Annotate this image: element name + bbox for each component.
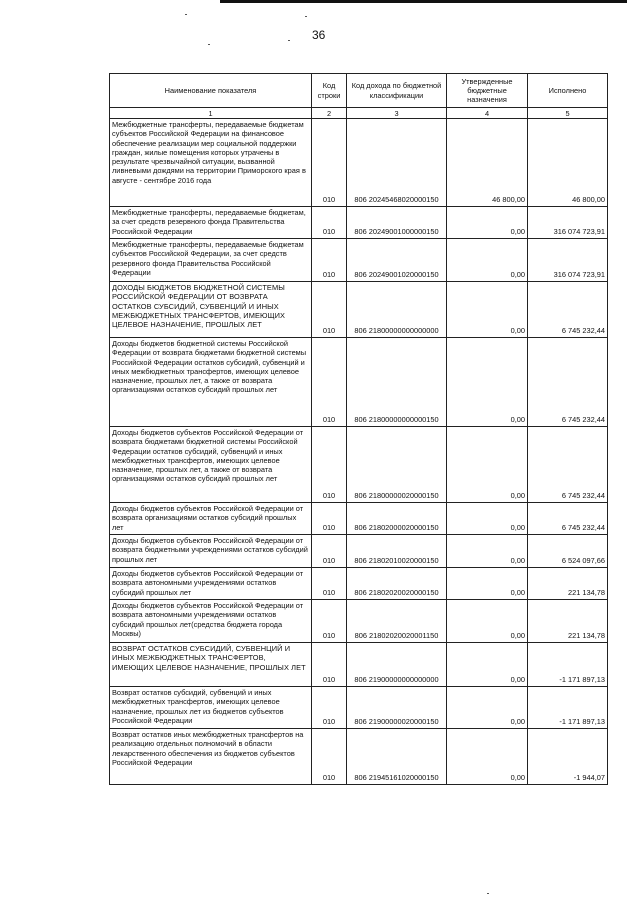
col-header-kbk: Код дохода по бюджетной классификации — [347, 74, 447, 108]
row-code: 010 — [312, 282, 347, 338]
scan-speck — [288, 40, 290, 41]
table-row — [110, 687, 608, 729]
scan-speck — [185, 14, 187, 15]
row-name: Доходы бюджетов субъектов Российской Федерации от возврата автономными учреждениями остатков субсидий прошлых лет — [110, 568, 312, 600]
row-code: 010 — [312, 119, 347, 207]
row-name: Межбюджетные трансферты, передаваемые бюджетам субъектов Российской Федерации на финансовое обеспечение реализации мер социальной поддержки граждан, жилые помещения которых утрачены в результате чрезвычайной ситуации, вызванной ливневыми дождями на территории Приморского края в августе - сентябре 2016 года — [110, 119, 312, 207]
table-row — [110, 207, 608, 239]
row-exec: 6 524 097,66 — [528, 535, 608, 568]
row-name: Доходы бюджетов субъектов Российской Федерации от возврата бюджетными учреждениями остатков субсидий прошлых лет — [110, 535, 312, 568]
top-border-line — [220, 0, 627, 3]
row-code: 010 — [312, 643, 347, 687]
table-row — [110, 503, 608, 535]
row-kbk: 806 21802000020000150 — [347, 503, 447, 535]
table-header-row — [110, 74, 608, 108]
income-table — [109, 73, 608, 785]
row-kbk: 806 21900000020000150 — [347, 687, 447, 729]
scan-speck — [208, 44, 210, 45]
page-number: 36 — [312, 28, 326, 42]
column-number: 4 — [447, 108, 528, 119]
row-code: 010 — [312, 427, 347, 503]
row-plan: 0,00 — [447, 503, 528, 535]
table-row — [110, 119, 608, 207]
row-code: 010 — [312, 568, 347, 600]
row-exec: 6 745 232,44 — [528, 282, 608, 338]
column-number-row — [110, 108, 608, 119]
row-kbk: 806 21802010020000150 — [347, 535, 447, 568]
col-header-plan: Утвержденные бюджетные назначения — [447, 74, 528, 108]
row-plan: 46 800,00 — [447, 119, 528, 207]
row-plan: 0,00 — [447, 427, 528, 503]
row-plan: 0,00 — [447, 207, 528, 239]
row-kbk: 806 20245468020000150 — [347, 119, 447, 207]
row-name: Возврат остатков субсидий, субвенций и иных межбюджетных трансфертов, имеющих целевое назначение, прошлых лет из бюджетов субъектов Российской Федерации — [110, 687, 312, 729]
row-plan: 0,00 — [447, 239, 528, 282]
scan-speck — [487, 893, 489, 894]
table-row — [110, 643, 608, 687]
col-header-name: Наименование показателя — [110, 74, 312, 108]
row-exec: 6 745 232,44 — [528, 503, 608, 535]
table-row — [110, 282, 608, 338]
row-kbk: 806 21800000020000150 — [347, 427, 447, 503]
row-exec: 46 800,00 — [528, 119, 608, 207]
table-row — [110, 338, 608, 427]
table-row — [110, 535, 608, 568]
table-row — [110, 568, 608, 600]
row-exec: -1 171 897,13 — [528, 687, 608, 729]
row-plan: 0,00 — [447, 535, 528, 568]
col-header-code: Код строки — [312, 74, 347, 108]
row-name: Доходы бюджетов субъектов Российской Федерации от возврата автономными учреждениями остатков субсидий прошлых лет(средства бюджета города Москвы) — [110, 600, 312, 643]
row-name: Доходы бюджетов бюджетной системы Российской Федерации от возврата бюджетами бюджетной системы Российской Федерации остатков субсидий, субвенций и иных межбюджетных трансфертов, имеющих целевое назначение, прошлых лет, а также от возврата организациями остатков субсидий прошлых лет — [110, 338, 312, 427]
row-plan: 0,00 — [447, 568, 528, 600]
row-name: Возврат остатков иных межбюджетных трансфертов на реализацию отдельных полномочий в области лекарственного обеспечения из бюджетов субъектов Российской Федерации — [110, 729, 312, 785]
row-plan: 0,00 — [447, 687, 528, 729]
row-code: 010 — [312, 729, 347, 785]
row-exec: -1 171 897,13 — [528, 643, 608, 687]
row-kbk: 806 21800000000000000 — [347, 282, 447, 338]
row-exec: -1 944,07 — [528, 729, 608, 785]
column-number: 5 — [528, 108, 608, 119]
scan-speck — [305, 16, 307, 17]
row-kbk: 806 21900000000000000 — [347, 643, 447, 687]
row-kbk: 806 21802020020001150 — [347, 600, 447, 643]
row-name: Доходы бюджетов субъектов Российской Федерации от возврата организациями остатков субсидий прошлых лет — [110, 503, 312, 535]
column-number: 3 — [347, 108, 447, 119]
row-code: 010 — [312, 239, 347, 282]
column-number: 1 — [110, 108, 312, 119]
row-name: Доходы бюджетов субъектов Российской Федерации от возврата бюджетами бюджетной системы Российской Федерации остатков субсидий, субвенций и иных межбюджетных трансфертов, имеющих целевое назначение, прошлых лет, а также от возврата организациями остатков субсидий прошлых лет — [110, 427, 312, 503]
row-exec: 221 134,78 — [528, 568, 608, 600]
row-kbk: 806 20249001020000150 — [347, 239, 447, 282]
row-plan: 0,00 — [447, 729, 528, 785]
table-row — [110, 427, 608, 503]
row-name: ДОХОДЫ БЮДЖЕТОВ БЮДЖЕТНОЙ СИСТЕМЫ РОССИЙСКОЙ ФЕДЕРАЦИИ ОТ ВОЗВРАТА ОСТАТКОВ СУБСИДИЙ, СУБВЕНЦИЙ И ИНЫХ МЕЖБЮДЖЕТНЫХ ТРАНСФЕРТОВ, ИМЕЮЩИХ ЦЕЛЕВОЕ НАЗНАЧЕНИЕ, ПРОШЛЫХ ЛЕТ — [110, 282, 312, 338]
table-row — [110, 600, 608, 643]
col-header-exec: Исполнено — [528, 74, 608, 108]
table-row — [110, 239, 608, 282]
row-plan: 0,00 — [447, 338, 528, 427]
row-name: Межбюджетные трансферты, передаваемые бюджетам, за счет средств резервного фонда Правительства Российской Федерации — [110, 207, 312, 239]
row-name: ВОЗВРАТ ОСТАТКОВ СУБСИДИЙ, СУБВЕНЦИЙ И ИНЫХ МЕЖБЮДЖЕТНЫХ ТРАНСФЕРТОВ, ИМЕЮЩИХ ЦЕЛЕВОЕ НАЗНАЧЕНИЕ, ПРОШЛЫХ ЛЕТ — [110, 643, 312, 687]
row-kbk: 806 21945161020000150 — [347, 729, 447, 785]
row-plan: 0,00 — [447, 600, 528, 643]
table-row — [110, 729, 608, 785]
row-code: 010 — [312, 600, 347, 643]
column-number: 2 — [312, 108, 347, 119]
row-plan: 0,00 — [447, 282, 528, 338]
row-exec: 316 074 723,91 — [528, 239, 608, 282]
row-code: 010 — [312, 535, 347, 568]
row-code: 010 — [312, 687, 347, 729]
row-kbk: 806 21802020020000150 — [347, 568, 447, 600]
row-kbk: 806 21800000000000150 — [347, 338, 447, 427]
row-name: Межбюджетные трансферты, передаваемые бюджетам субъектов Российской Федерации, за счет средств резервного фонда Правительства Российской Федерации — [110, 239, 312, 282]
row-kbk: 806 20249001000000150 — [347, 207, 447, 239]
row-code: 010 — [312, 503, 347, 535]
row-plan: 0,00 — [447, 643, 528, 687]
row-exec: 221 134,78 — [528, 600, 608, 643]
row-code: 010 — [312, 338, 347, 427]
row-exec: 316 074 723,91 — [528, 207, 608, 239]
row-code: 010 — [312, 207, 347, 239]
row-exec: 6 745 232,44 — [528, 338, 608, 427]
row-exec: 6 745 232,44 — [528, 427, 608, 503]
